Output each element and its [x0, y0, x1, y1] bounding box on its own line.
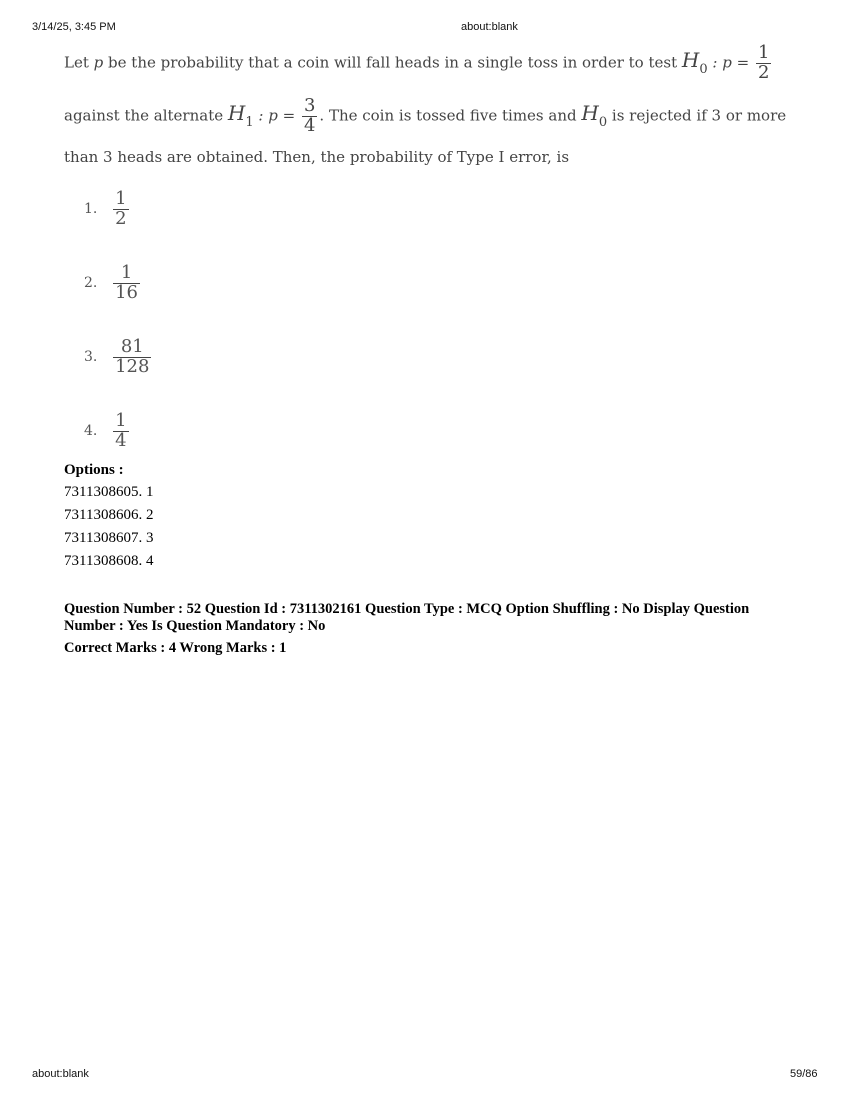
choice-label: 2. — [84, 275, 98, 292]
h0-relation: : p = — [712, 53, 750, 72]
h0-fraction — [756, 44, 771, 83]
h0-symbol: $H_0$ — [581, 101, 608, 131]
fraction-numerator: 1 — [757, 42, 770, 63]
choice-label: 1. — [84, 201, 98, 218]
choice-fraction — [113, 412, 128, 451]
choice-fraction — [113, 190, 128, 229]
fraction-denominator: 4 — [115, 429, 127, 451]
q-var-p: p — [93, 53, 104, 72]
option-id: 7311308608. 4 — [64, 553, 154, 569]
q-text: is rejected if 3 or more — [611, 106, 787, 125]
q-text: be the probability that a coin will fall heads in a single toss in order to test — [108, 53, 678, 72]
answer-choice — [84, 190, 131, 229]
fraction-denominator: 4 — [303, 114, 316, 136]
fraction-numerator: 1 — [115, 188, 127, 209]
print-title: about:blank — [461, 21, 518, 33]
options-heading: Options : — [64, 462, 124, 478]
option-id: 7311308607. 3 — [64, 530, 154, 546]
q-text: . The coin is tossed five times and — [319, 106, 577, 125]
fraction-numerator: 81 — [120, 336, 144, 357]
option-id: 7311308606. 2 — [64, 507, 154, 523]
fraction-numerator: 1 — [120, 262, 133, 283]
print-timestamp: 3/14/25, 3:45 PM — [32, 21, 116, 33]
q-text: Let — [64, 53, 89, 72]
question-line-3: than 3 heads are obtained. Then, the probability of Type I error, is — [64, 148, 570, 166]
marks-metadata: Correct Marks : 4 Wrong Marks : 1 — [64, 640, 287, 656]
h1-fraction — [302, 97, 317, 136]
answer-choice — [84, 338, 153, 377]
question-line-1 — [64, 44, 773, 83]
page-number: 59/86 — [790, 1068, 818, 1080]
footer-url: about:blank — [32, 1068, 89, 1080]
answer-choice — [84, 412, 131, 451]
q-text: against the alternate — [64, 106, 224, 125]
h1-symbol: $H_1$ — [227, 101, 254, 131]
choice-label: 3. — [84, 349, 98, 366]
h1-relation: : p = — [258, 106, 296, 125]
fraction-denominator: 16 — [115, 281, 138, 303]
fraction-denominator: 2 — [115, 207, 127, 229]
choice-fraction — [113, 264, 140, 303]
choice-fraction — [113, 338, 151, 377]
fraction-numerator: 3 — [303, 95, 316, 116]
fraction-numerator: 1 — [115, 410, 127, 431]
h0-symbol: $H_0$ — [681, 48, 708, 78]
fraction-denominator: 2 — [757, 61, 770, 83]
answer-choice — [84, 264, 142, 303]
question-metadata: Question Number : 52 Question Id : 7311302161 Question Type : MCQ Option Shuffling : No Display Question Number : Yes Is Question Mandatory : No — [64, 601, 750, 634]
question-line-2 — [64, 97, 786, 136]
choice-label: 4. — [84, 423, 98, 440]
option-id: 7311308605. 1 — [64, 484, 154, 500]
fraction-denominator: 128 — [115, 355, 150, 377]
